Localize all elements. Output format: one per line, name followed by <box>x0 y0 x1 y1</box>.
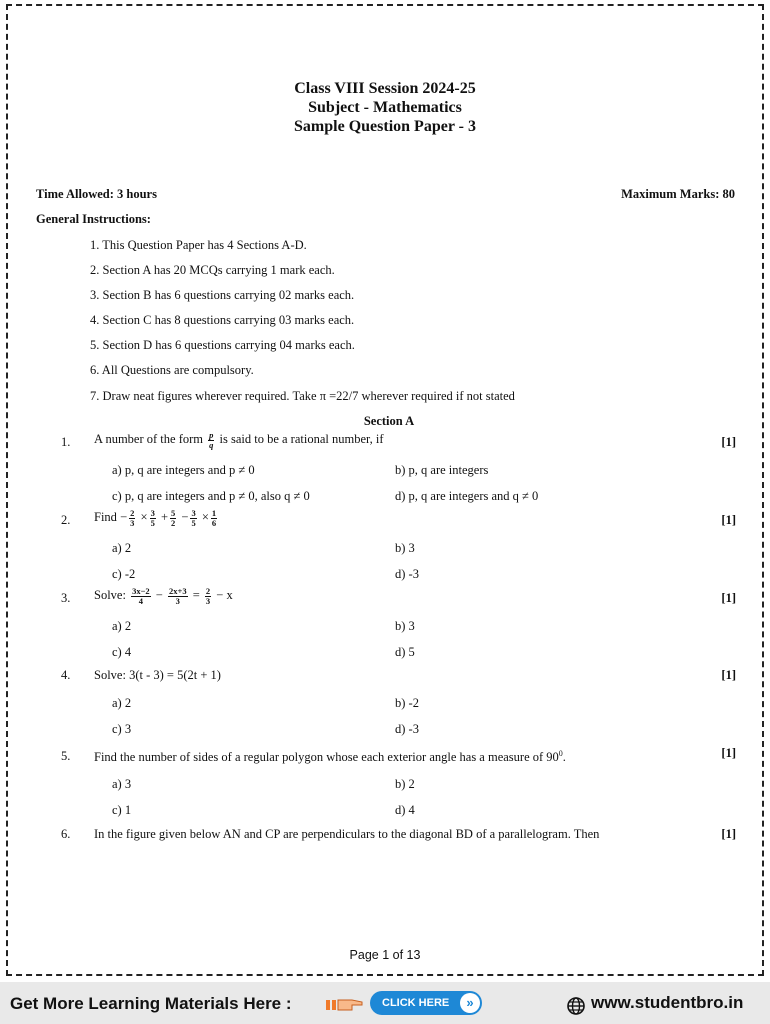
question-marks: [1] <box>721 513 736 527</box>
option-a: a) p, q are integers and p ≠ 0 <box>112 463 255 477</box>
option-d: d) p, q are integers and q ≠ 0 <box>395 489 539 503</box>
option-c: c) p, q are integers and p ≠ 0, also q ≠ 0 <box>112 489 310 503</box>
math-operator: − <box>155 587 163 602</box>
paper-title: Sample Question Paper - 3 <box>294 118 476 135</box>
click-here-label: CLICK HERE <box>382 997 450 1009</box>
question-marks: [1] <box>721 668 736 682</box>
option-b: b) 2 <box>395 777 415 791</box>
website-link[interactable]: www.studentbro.in <box>591 993 744 1012</box>
option-a: a) 2 <box>112 696 132 710</box>
math-operator: − <box>181 509 189 524</box>
degree-superscript: 0 <box>558 749 563 758</box>
fraction: $\frac{3}{5}$ <box>191 508 196 528</box>
option-d: d) -3 <box>395 722 419 736</box>
section-title: Section A <box>363 414 415 428</box>
question-text-part: . <box>562 750 566 765</box>
question-marks: [1] <box>721 827 736 841</box>
option-b: b) p, q are integers <box>395 463 489 477</box>
instruction-item: 5. Section D has 6 questions carrying 04 marks each. <box>90 338 355 352</box>
option-d: d) 4 <box>395 803 415 817</box>
question-text-part: is said to be a rational number, if <box>219 431 384 446</box>
instruction-item: 1. This Question Paper has 4 Sections A-D. <box>90 238 307 252</box>
option-c: c) 4 <box>112 645 132 659</box>
footer-cta-text: Get More Learning Materials Here : <box>10 994 292 1013</box>
question-marks: [1] <box>721 591 736 605</box>
math-operator: × <box>140 509 148 524</box>
question-number: 4. <box>61 668 71 682</box>
question-number: 1. <box>61 435 71 449</box>
general-instructions-title: General Instructions: <box>36 212 151 226</box>
fraction: $\frac{3x-2}{4}$ <box>132 586 150 606</box>
option-a: a) 2 <box>112 541 132 555</box>
question-number: 6. <box>61 827 71 841</box>
question-marks: [1] <box>721 435 736 449</box>
math-operator: + <box>160 509 168 524</box>
question-text-part: A number of the form <box>94 431 204 446</box>
question-number: 2. <box>61 513 71 527</box>
paper-class-session: Class VIII Session 2024-25 <box>294 80 476 97</box>
instruction-item: 7. Draw neat figures wherever required. Take π =22/7 wherever required if not stated <box>90 389 515 403</box>
question-text <box>94 509 219 527</box>
question-text-part: Solve: <box>94 587 126 602</box>
option-b: b) 3 <box>395 541 415 555</box>
globe-icon <box>566 996 586 1016</box>
option-a: a) 2 <box>112 619 132 633</box>
question-text <box>94 431 384 449</box>
math-operator: − x <box>216 587 233 602</box>
fraction: $\frac{2}{3}$ <box>130 508 135 528</box>
fraction: $\frac{2x+3}{3}$ <box>168 586 187 606</box>
option-b: b) -2 <box>395 696 419 710</box>
option-b: b) 3 <box>395 619 415 633</box>
question-text: Solve: 3(t - 3) = 5(2t + 1) <box>94 668 221 682</box>
question-marks: [1] <box>721 746 736 760</box>
math-operator: − <box>120 509 128 524</box>
double-chevron-icon: » <box>460 993 480 1013</box>
question-number: 3. <box>61 591 71 605</box>
option-c: c) -2 <box>112 567 136 581</box>
question-text-part: Find the number of sides of a regular polygon whose each exterior angle has a measure of 90 <box>94 750 559 765</box>
fraction: $\frac{2}{3}$ <box>205 586 211 606</box>
fraction: $\frac{5}{2}$ <box>171 508 176 528</box>
question-text: In the figure given below AN and CP are perpendiculars to the diagonal BD of a parallelogram. Then <box>94 827 600 841</box>
page-number: Page 1 of 13 <box>349 948 421 962</box>
pointing-hand-icon <box>326 994 364 1014</box>
instruction-item: 2. Section A has 20 MCQs carrying 1 mark each. <box>90 263 335 277</box>
instruction-item: 3. Section B has 6 questions carrying 02 marks each. <box>90 288 355 302</box>
maximum-marks: Maximum Marks: 80 <box>621 187 735 201</box>
question-number: 5. <box>61 749 71 763</box>
option-a: a) 3 <box>112 777 132 791</box>
fraction: $\frac{1}{6}$ <box>211 508 217 528</box>
instruction-item: 6. All Questions are compulsory. <box>90 363 254 377</box>
instruction-item: 4. Section C has 8 questions carrying 03 marks each. <box>90 313 355 327</box>
fraction: $\frac{3}{5}$ <box>150 508 155 528</box>
paper-subject: Subject - Mathematics <box>308 99 462 116</box>
option-d: d) -3 <box>395 567 419 581</box>
option-d: d) 5 <box>395 645 415 659</box>
math-operator: × <box>201 509 209 524</box>
question-text <box>94 749 566 765</box>
math-operator: = <box>192 587 200 602</box>
fraction-p-over-q: $\frac{p}{q}$ <box>209 430 214 450</box>
question-text <box>94 587 233 605</box>
question-text-part: Find <box>94 509 117 524</box>
footer-banner <box>0 982 770 1024</box>
click-here-button[interactable] <box>370 991 482 1015</box>
time-allowed: Time Allowed: 3 hours <box>36 187 157 201</box>
option-c: c) 1 <box>112 803 132 817</box>
option-c: c) 3 <box>112 722 132 736</box>
